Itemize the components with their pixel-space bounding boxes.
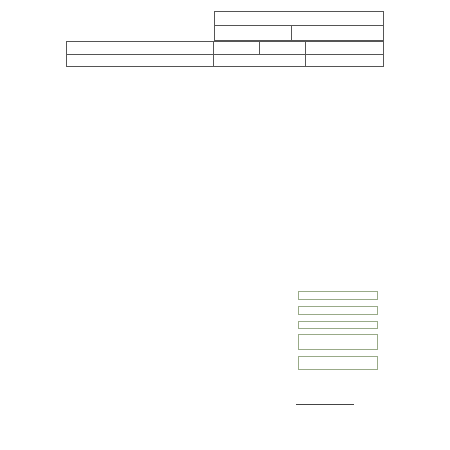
legend-note-5 — [298, 356, 378, 370]
patient-info-box — [66, 41, 384, 67]
legend-note-2 — [298, 306, 378, 315]
footer-date — [296, 404, 354, 405]
additional-elements-chart — [0, 278, 450, 438]
top-elements-chart — [0, 70, 450, 270]
legend-note-4 — [298, 334, 378, 350]
legend-note-1 — [298, 291, 378, 300]
lab-info-box — [214, 11, 384, 41]
legend-note-3 — [298, 321, 378, 329]
